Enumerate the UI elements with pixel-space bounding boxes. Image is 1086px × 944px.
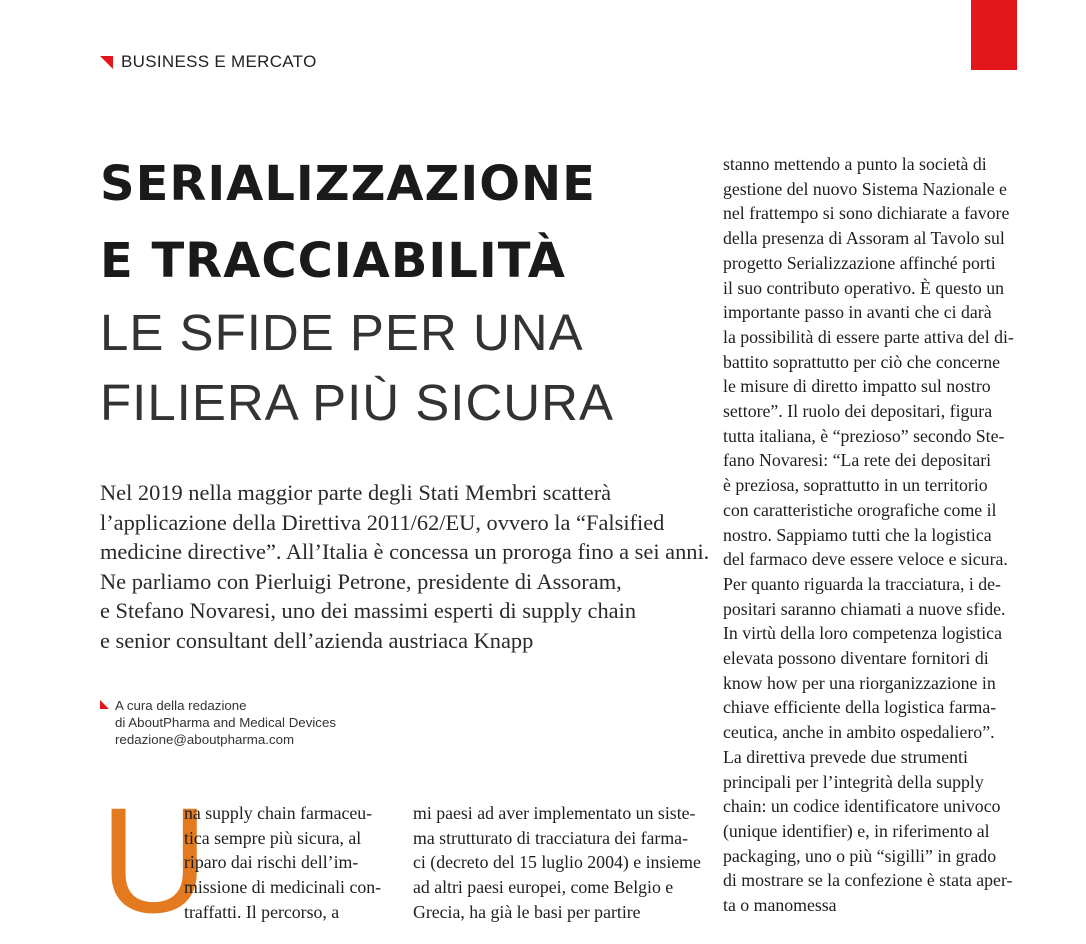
body-line: battito soprattutto per ciò che concerne (723, 351, 1000, 372)
body-line: importante passo in avanti che ci darà (723, 302, 992, 323)
body-line: del farmaco deve essere veloce e sicura. (723, 549, 1008, 570)
body-line: tutta italiana, è “prezioso” secondo Ste- (723, 425, 1005, 446)
section-header (100, 51, 317, 73)
body-line: mi paesi ad aver implementato un siste- (413, 803, 696, 823)
body-line: ta o manomessa (723, 895, 837, 916)
body-line: traffatti. Il percorso, a (184, 901, 340, 922)
body-line: tica sempre più sicura, al (184, 827, 362, 848)
credit-line: A cura della redazione (115, 698, 247, 713)
article-subtitle (100, 298, 700, 438)
body-line: packaging, uno o più “sigilli” in grado (723, 845, 997, 866)
body-line: ci (decreto del 15 luglio 2004) e insieme (413, 852, 701, 873)
intro-line: e Stefano Novaresi, uno dei massimi esperti di supply chain (100, 598, 637, 623)
intro-line: e senior consultant dell’azienda austriaca Knapp (100, 627, 534, 653)
body-line: La direttiva prevede due strumenti (723, 746, 968, 767)
body-line: Per quanto riguarda la tracciatura, i de- (723, 573, 1001, 594)
body-line: settore”. Il ruolo dei depositari, figura (723, 401, 993, 422)
body-line: ad altri paesi europei, come Belgio e (413, 877, 674, 898)
intro-line: Ne parliamo con Pierluigi Petrone, presidente di Assoram, (100, 568, 622, 594)
subtitle-line-2: FILIERA PIÙ SICURA (100, 374, 614, 431)
red-corner-tab (971, 0, 1017, 70)
subtitle-line-1: LE SFIDE PER UNA (100, 304, 584, 361)
body-line: positari saranno chiamati a nuove sfide. (723, 598, 1006, 619)
body-column-3 (723, 152, 1023, 918)
title-line-1: SERIALIZZAZIONE (100, 156, 596, 212)
body-line: stanno mettendo a punto la società di (723, 154, 987, 174)
body-line: ceutica, anche in ambito ospedaliero”. (723, 722, 995, 743)
body-line: Grecia, ha già le basi per partire (413, 901, 641, 922)
body-line: gestione del nuovo Sistema Nazionale e (723, 178, 1007, 199)
body-column-2 (413, 801, 705, 925)
credit-email: redazione@aboutpharma.com (115, 732, 295, 747)
triangle-marker-icon (100, 56, 113, 69)
article-title (100, 146, 700, 300)
body-line: della presenza di Assoram al Tavolo sul (723, 228, 1005, 249)
intro-line: medicine directive”. All’Italia è concessa un proroga fino a sei anni. (100, 539, 710, 564)
title-line-2: E TRACCIABILITÀ (100, 233, 566, 289)
body-line: principali per l’integrità della supply (723, 771, 984, 792)
credit-line: di AboutPharma and Medical Devices (115, 715, 336, 730)
drop-cap: U (100, 776, 209, 944)
body-line: nel frattempo si sono dichiarate a favore (723, 203, 1010, 224)
body-line: le misure di diretto impatto sul nostro (723, 376, 991, 397)
body-line: ma strutturato di tracciatura dei farma- (413, 827, 688, 848)
body-line: con caratteristiche orografiche come il (723, 499, 997, 520)
body-line: In virtù della loro competenza logistica (723, 623, 1002, 644)
body-line: chiave efficiente della logistica farma- (723, 697, 997, 718)
intro-paragraph (100, 478, 710, 655)
body-line: la possibilità di essere parte attiva del di- (723, 326, 1014, 347)
section-label: BUSINESS E MERCATO (121, 52, 317, 71)
body-line: elevata possono diventare fornitori di (723, 648, 989, 669)
body-line: è preziosa, soprattutto in un territorio (723, 475, 988, 496)
body-line: missione di medicinali con- (184, 877, 382, 898)
body-line: progetto Serializzazione affinché porti (723, 252, 996, 273)
body-line: il suo contributo operativo. È questo un (723, 277, 1005, 298)
body-line: nostro. Sappiamo tutti che la logistica (723, 524, 992, 545)
body-line: na supply chain farmaceu- (184, 803, 373, 823)
body-line: chain: un codice identificatore univoco (723, 796, 1001, 817)
body-line: fano Novaresi: “La rete dei depositari (723, 450, 992, 471)
intro-line: Nel 2019 nella maggior parte degli Stati Membri scatterà (100, 480, 612, 505)
triangle-marker-icon (100, 700, 109, 709)
body-line: di mostrare se la confezione è stata aper- (723, 870, 1013, 891)
body-column-1 (184, 801, 400, 925)
body-line: (unique identifier) e, in riferimento al (723, 820, 990, 841)
intro-line: l’applicazione della Direttiva 2011/62/EU, ovvero la “Falsified (100, 509, 665, 535)
body-line: riparo dai rischi dell’im- (184, 852, 359, 873)
body-line: know how per una riorganizzazione in (723, 672, 996, 693)
